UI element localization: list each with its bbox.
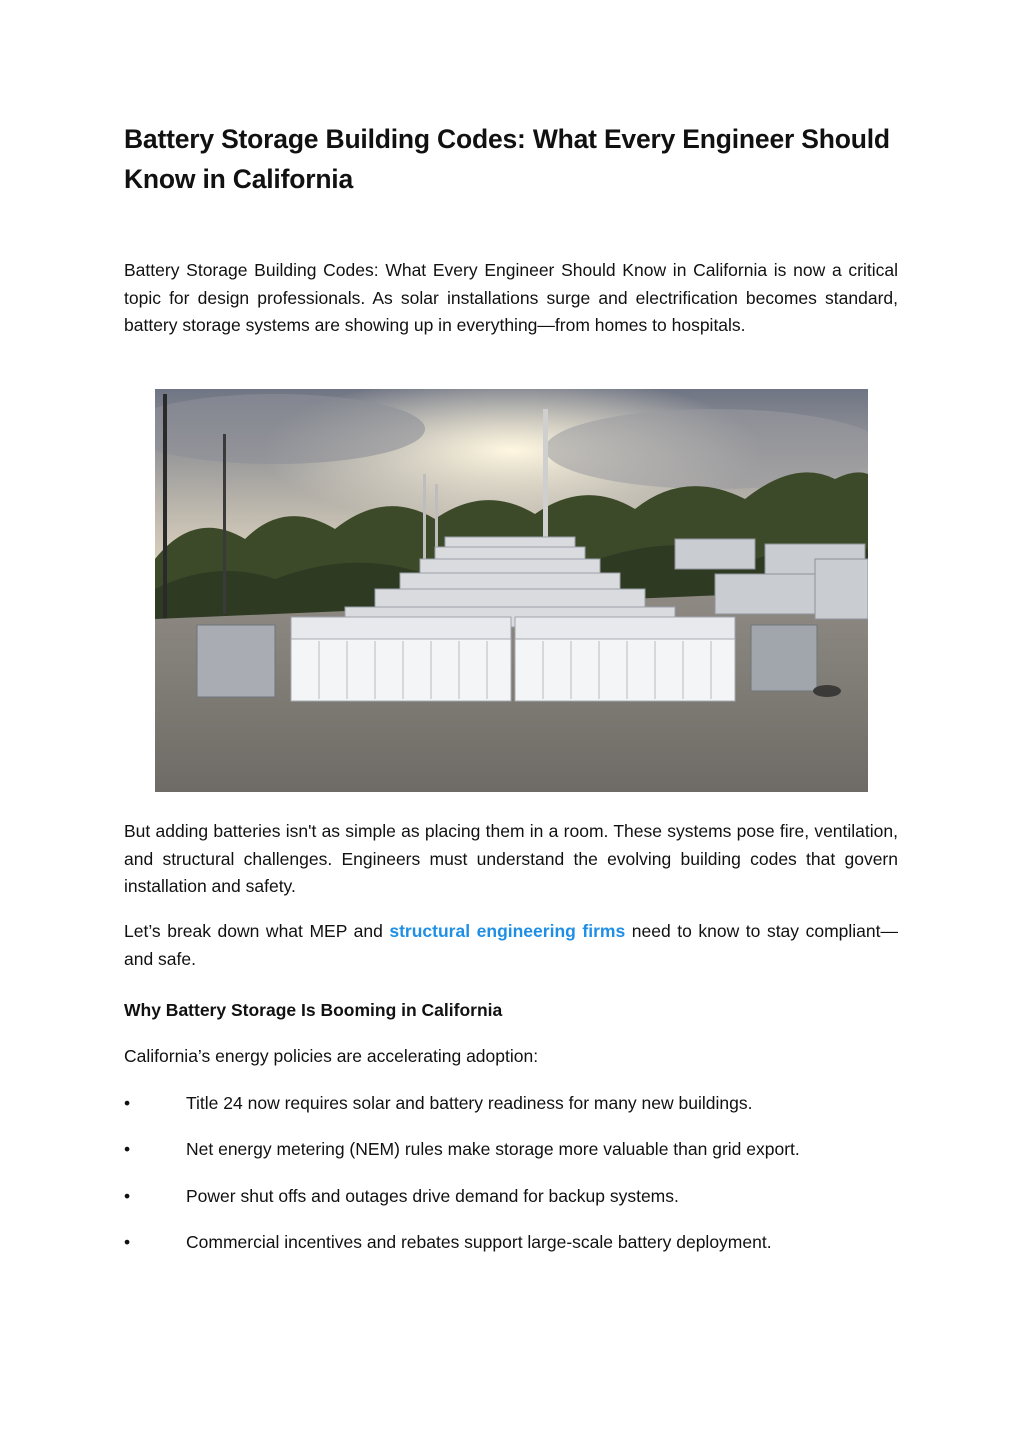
bullet-list [124,1090,898,1275]
list-item [124,1229,898,1275]
list-item [124,1183,898,1229]
section-heading: Why Battery Storage Is Booming in California [124,1000,503,1020]
intro-paragraph: Battery Storage Building Codes: What Every Engineer Should Know in California is now a critical topic for design professionals. As solar installations surge and electrification becomes standard, battery storage systems are showing up in everything—from homes to hospitals. [124,260,898,335]
structural-engineering-firms-link[interactable]: structural engineering firms [389,921,626,941]
article-title: Battery Storage Building Codes: What Every Engineer Should Know in California [124,124,890,194]
breakdown-text-start: Let’s break down what MEP and [124,921,390,941]
bullet-icon: • [124,1231,131,1252]
bullet-icon: • [124,1093,131,1113]
breakdown-text-end: need to know to stay compliant—and safe. [124,921,898,969]
bullet-icon: • [124,1185,131,1206]
challenges-paragraph: But adding batteries isn't as simple as placing them in a room. These systems pose fire, ventilation, and structural challenges. Engineers must understand the evolving building codes that govern installation and safety. [124,821,898,896]
bullet-text: Power shut offs and outages drive demand for backup systems. [186,1185,679,1206]
bullet-text: Title 24 now requires solar and battery readiness for many new buildings. [186,1093,753,1113]
breakdown-paragraph [124,918,898,973]
section-intro: California’s energy policies are accelerating adoption: [124,1046,539,1066]
list-item [124,1136,898,1182]
bullet-text: Net energy metering (NEM) rules make storage more valuable than grid export. [186,1139,800,1160]
bullet-icon: • [124,1139,131,1160]
list-item [124,1090,898,1136]
battery-storage-photo [155,389,868,792]
bullet-text: Commercial incentives and rebates support large-scale battery deployment. [186,1231,772,1252]
